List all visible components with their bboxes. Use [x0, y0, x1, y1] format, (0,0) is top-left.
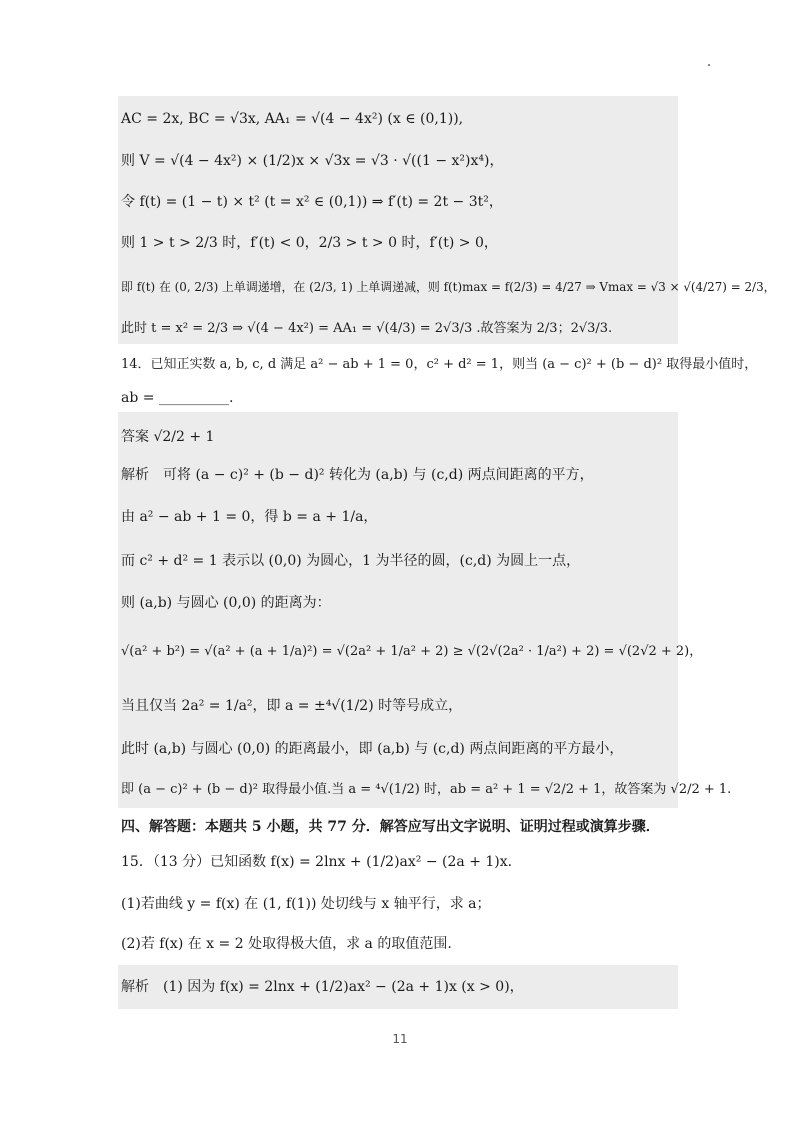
- section-4-heading: 四、解答题：本题共 5 小题，共 77 分．解答应写出文字说明、证明过程或演算步骤．: [121, 819, 660, 835]
- sol13-line-5: 即 f(t) 在 (0, 2/3) 上单调递增，在 (2/3, 1) 上单调递减，则 f(t)max = f(2/3) = 4/27 ⇒ Vmax = √3 × √(4/27) = 2/3，: [121, 280, 776, 294]
- question-14: 14．已知正实数 a, b, c, d 满足 a² − ab + 1 = 0，c² + d² = 1，则当 (a − c)² + (b − d)² 取得最小值时，: [121, 357, 758, 372]
- analysis-14-line-5: √(a² + b²) = √(a² + (a + 1/a)²) = √(2a² + 1/a² + 2) ≥ √(2√(2a² · 1/a²) + 2) = √(2√2 + 2)，: [121, 644, 703, 659]
- answer-14: 答案 √2/2 + 1: [121, 429, 215, 445]
- question-15: 15．（13 分）已知函数 f(x) = 2lnx + (1/2)ax² − (2a + 1)x.: [121, 854, 513, 870]
- solution-13-block: [118, 96, 678, 344]
- page-number: 11: [392, 1032, 408, 1046]
- sol13-line-2: 则 V = √(4 − 4x²) × (1/2)x × √3x = √3 · √((1 − x²)x⁴)，: [121, 153, 504, 169]
- question-15-part-2: (2)若 f(x) 在 x = 2 处取得极大值，求 a 的取值范围.: [121, 936, 452, 952]
- analysis-14-line-1: 解析 可将 (a − c)² + (b − d)² 转化为 (a,b) 与 (c,d) 两点间距离的平方，: [121, 467, 594, 483]
- sol13-line-1: AC = 2x, BC = √3x, AA₁ = √(4 − 4x²) (x ∈ (0,1)),: [121, 111, 464, 127]
- solution-15-line-1: 解析 (1) 因为 f(x) = 2lnx + (1/2)ax² − (2a + 1)x (x > 0)，: [121, 979, 524, 995]
- question-14-blank: ab = __________.: [121, 390, 234, 406]
- sol13-line-3: 令 f(t) = (1 − t) × t² (t = x² ∈ (0,1)) ⇒ f′(t) = 2t − 3t²，: [121, 194, 503, 210]
- analysis-14-line-8: 即 (a − c)² + (b − d)² 取得最小值.当 a = ⁴√(1/2) 时，ab = a² + 1 = √2/2 + 1，故答案为 √2/2 + 1.: [121, 782, 732, 797]
- analysis-14-line-2: 由 a² − ab + 1 = 0，得 b = a + 1/a，: [121, 509, 378, 525]
- analysis-14-line-4: 则 (a,b) 与圆心 (0,0) 的距离为：: [121, 595, 331, 611]
- question-15-part-1: (1)若曲线 y = f(x) 在 (1, f(1)) 处切线与 x 轴平行，求 a；: [121, 896, 491, 912]
- sol13-line-4: 则 1 > t > 2/3 时，f′(t) < 0，2/3 > t > 0 时，f′(t) > 0，: [121, 235, 498, 251]
- sol13-line-6: 此时 t = x² = 2/3 ⇒ √(4 − 4x²) = AA₁ = √(4/3) = 2√3/3 .故答案为 2/3；2√3/3.: [121, 321, 613, 336]
- analysis-14-line-7: 此时 (a,b) 与圆心 (0,0) 的距离最小，即 (a,b) 与 (c,d) 两点间距离的平方最小，: [121, 741, 624, 757]
- analysis-14-line-6: 当且仅当 2a² = 1/a²，即 a = ±⁴√(1/2) 时等号成立，: [121, 698, 463, 714]
- analysis-14-line-3: 而 c² + d² = 1 表示以 (0,0) 为圆心，1 为半径的圆，(c,d) 为圆上一点，: [121, 553, 581, 569]
- corner-mark: [708, 64, 710, 66]
